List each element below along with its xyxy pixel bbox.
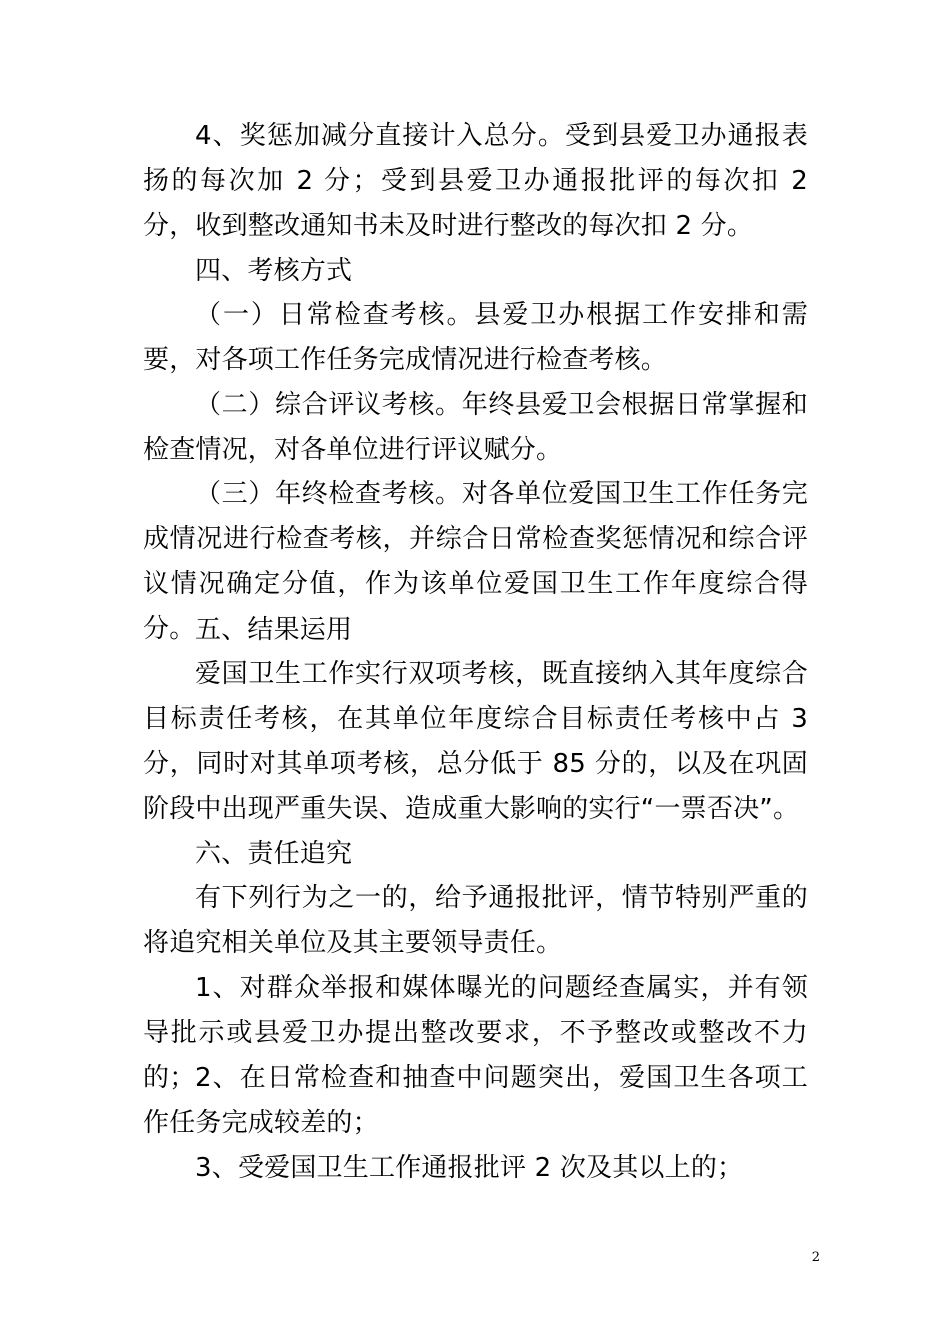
page-number: 2 <box>811 1250 820 1265</box>
paragraph-reward-penalty: 4、奖惩加减分直接计入总分。受到县爱卫办通报表扬的每次加 2 分；受到县爱卫办通报批评的每次扣 2 分，收到整改通知书未及时进行整改的每次扣 2 分。 <box>143 121 808 241</box>
paragraph-dual-assessment: 爱国卫生工作实行双项考核，既直接纳入其年度综合目标责任考核，在其单位年度综合目标责任考核中占 3 分，同时对其单项考核，总分低于 85 分的，以及在巩固阶段中出现严重失误、造成重大影响的实行“一票否决”。 <box>143 659 808 824</box>
paragraph-accountability-intro: 有下列行为之一的，给予通报批评，情节特别严重的将追究相关单位及其主要领导责任。 <box>143 883 808 958</box>
paragraph-comprehensive-review: （二）综合评议考核。年终县爱卫会根据日常掌握和检查情况，对各单位进行评议赋分。 <box>143 390 808 465</box>
list-item-2: 2、在日常检查和抽查中问题突出，爱国卫生各项工作任务完成较差的； <box>143 1063 808 1138</box>
heading-assessment-method: 四、考核方式 <box>195 256 353 286</box>
heading-result-application: 五、结果运用 <box>195 615 353 645</box>
paragraph-year-end-inspection: （三）年终检查考核。对各单位爱国卫生工作任务完成情况进行检查考核，并综合日常检查奖惩情况和综合评议情况确定分值，作为该单位爱国卫生工作年度综合得分。 <box>143 479 808 644</box>
list-item-1: 1、对群众举报和媒体曝光的问题经查属实，并有领导批示或县爱卫办提出整改要求，不予整改或整改不力的； <box>143 973 808 1093</box>
heading-accountability: 六、责任追究 <box>195 839 353 869</box>
list-item-3: 3、受爱国卫生工作通报批评 2 次及其以上的； <box>195 1153 744 1183</box>
paragraph-daily-inspection: （一）日常检查考核。县爱卫办根据工作安排和需要，对各项工作任务完成情况进行检查考核。 <box>143 300 808 375</box>
